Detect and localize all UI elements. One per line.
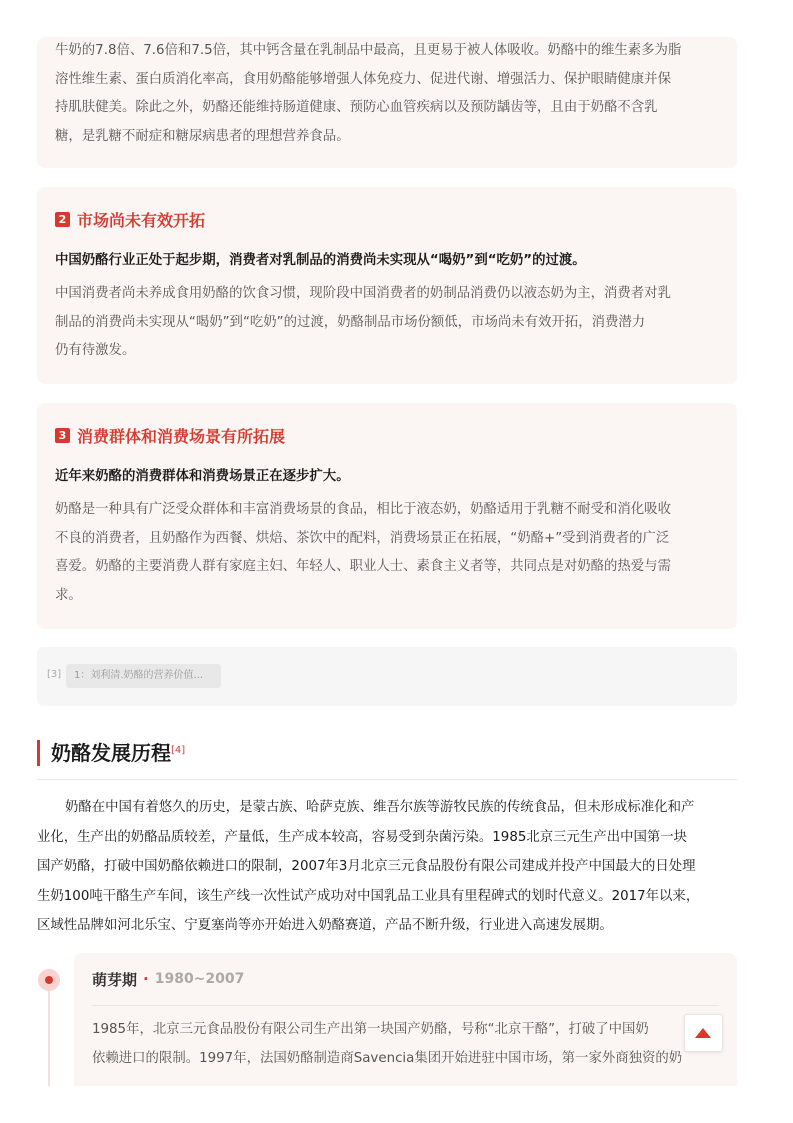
history-line: 区域性品牌如河北乐宝、宁夏塞尚等亦开始进入奶酪赛道，产品不断升级，行业进入高速发展期。 <box>37 918 613 933</box>
arrow-up-icon <box>695 1028 711 1038</box>
section-card-3 <box>37 403 737 629</box>
section-line: 不良的消费者，且奶酪作为西餐、烘焙、茶饮中的配料，消费场景正在拓展，“奶酪+”受到消费者的广泛 <box>55 530 670 546</box>
intro-line: 糖，是乳糖不耐症和糖尿病患者的理想营养食品。 <box>55 128 350 144</box>
section-title: 市场尚未有效开拓 <box>77 210 206 230</box>
section-title: 消费群体和消费场景有所拓展 <box>77 426 286 446</box>
timeline-card <box>74 953 737 1086</box>
section-line: 制品的消费尚未实现从“喝奶”到“吃奶”的过渡，奶酪制品市场份额低，市场尚未有效开拓，消费潜力 <box>55 314 646 330</box>
section-line: 求。 <box>55 587 82 603</box>
section-line: 中国消费者尚未养成食用奶酪的饮食习惯，现阶段中国消费者的奶制品消费仍以液态奶为主，消费者对乳 <box>55 286 671 301</box>
section-header <box>55 207 719 231</box>
back-to-top-button[interactable] <box>684 1014 723 1052</box>
timeline-dot-center <box>45 976 53 984</box>
history-ref-sup[interactable]: [4] <box>171 745 186 756</box>
reference-box <box>37 647 737 706</box>
intro-card <box>37 37 737 168</box>
section-number-badge: 2 <box>55 212 70 227</box>
divider <box>37 779 737 780</box>
history-paragraph <box>37 793 737 941</box>
history-line: 奶酪在中国有着悠久的历史，是蒙古族、哈萨克族、维吾尔族等游牧民族的传统食品，但未形成标准化和产 <box>65 800 695 815</box>
history-line: 国产奶酪，打破中国奶酪依赖进口的限制，2007年3月北京三元食品股份有限公司建成并投产中国最大的日处理 <box>37 859 696 874</box>
intro-line: 溶性维生素、蛋白质消化率高，食用奶酪能够增强人体免疫力、促进代谢、增强活力、保护眼睛健康并保 <box>55 71 671 87</box>
history-line: 生奶100吨干酪生产车间，该生产线一次性试产成功对中国乳品工业具有里程碑式的划时代意义。2017年以来， <box>37 888 700 904</box>
section-card-2 <box>37 187 737 384</box>
section-line: 喜爱。奶酪的主要消费人群有家庭主妇、年轻人、职业人士、素食主义者等，共同点是对奶酪的热爱与需 <box>55 559 671 574</box>
timeline-line-text: 依赖进口的限制。1997年，法国奶酪制造商Savencia集团开始进驻中国市场，第一家外商独资的奶 <box>92 1050 683 1066</box>
history-heading <box>37 740 185 766</box>
intro-line: 牛奶的7.8倍、7.6倍和7.5倍，其中钙含量在乳制品中最高，且更易于被人体吸收。奶酪中的维生素多为脂 <box>55 43 682 58</box>
section-number-badge: 3 <box>55 428 70 443</box>
section-line: 奶酪是一种具有广泛受众群体和丰富消费场景的食品，相比于液态奶，奶酪适用于乳糖不耐受和消化吸收 <box>55 502 671 517</box>
history-title: 奶酪发展历程 <box>51 741 171 765</box>
section-subhead: 近年来奶酪的消费群体和消费场景正在逐步扩大。 <box>55 469 350 484</box>
phase-separator: · <box>143 970 149 988</box>
timeline-line-text: 1985年，北京三元食品股份有限公司生产出第一块国产奶酪，号称“北京干酪”，打破了中国奶 <box>92 1022 649 1037</box>
phase-years: 1980~2007 <box>154 971 245 987</box>
reference-link[interactable]: 1：刘利清.奶酪的营养价值... <box>66 664 221 688</box>
intro-line: 持肌肤健美。除此之外，奶酪还能维持肠道健康、预防心血管疾病以及预防龋齿等，且由于奶酪不含乳 <box>55 100 658 115</box>
section-subhead: 中国奶酪行业正处于起步期，消费者对乳制品的消费尚未实现从“喝奶”到“吃奶”的过渡。 <box>55 253 586 268</box>
timeline-line <box>48 991 50 1086</box>
reference-number: [3] <box>47 669 62 680</box>
section-header <box>55 423 719 447</box>
phase-header <box>92 953 719 1006</box>
history-line: 业化，生产出的奶酪品质较差，产量低，生产成本较高，容易受到杂菌污染。1985北京三元生产出中国第一块 <box>37 829 688 845</box>
section-line: 仍有待激发。 <box>55 343 136 358</box>
phase-title: 萌芽期 <box>92 970 138 989</box>
